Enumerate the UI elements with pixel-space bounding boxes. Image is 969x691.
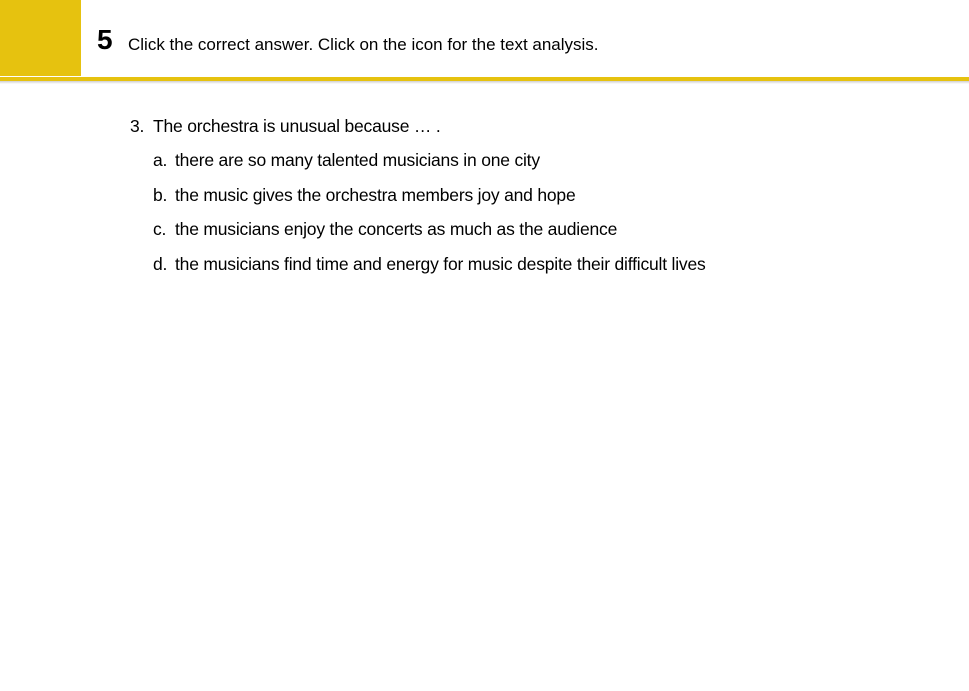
option-text: the music gives the orchestra members joy and hope (175, 184, 576, 205)
option-text: the musicians find time and energy for music despite their difficult lives (175, 253, 706, 274)
header-accent-block (0, 0, 81, 76)
option-text: there are so many talented musicians in one city (175, 150, 540, 170)
exercise-instruction: Click the correct answer. Click on the icon for the text analysis. (128, 35, 599, 54)
question-stem (130, 114, 930, 138)
header-divider-shadow (0, 81, 969, 84)
option-letter: d. (153, 253, 168, 274)
question-text: The orchestra is unusual because … . (153, 116, 441, 136)
option-letter: b. (153, 184, 168, 205)
answer-options (130, 148, 930, 276)
exercise-number: 5 (97, 24, 113, 55)
option-letter: c. (153, 219, 167, 239)
question-number: 3. (130, 116, 145, 136)
answer-option-d[interactable] (153, 252, 930, 276)
question-block (130, 114, 930, 286)
answer-option-a[interactable] (153, 148, 930, 172)
exercise-header (0, 0, 969, 84)
answer-option-b[interactable] (153, 183, 930, 207)
option-text: the musicians enjoy the concerts as much as the audience (175, 219, 618, 239)
answer-option-c[interactable] (153, 217, 930, 241)
option-letter: a. (153, 150, 168, 170)
